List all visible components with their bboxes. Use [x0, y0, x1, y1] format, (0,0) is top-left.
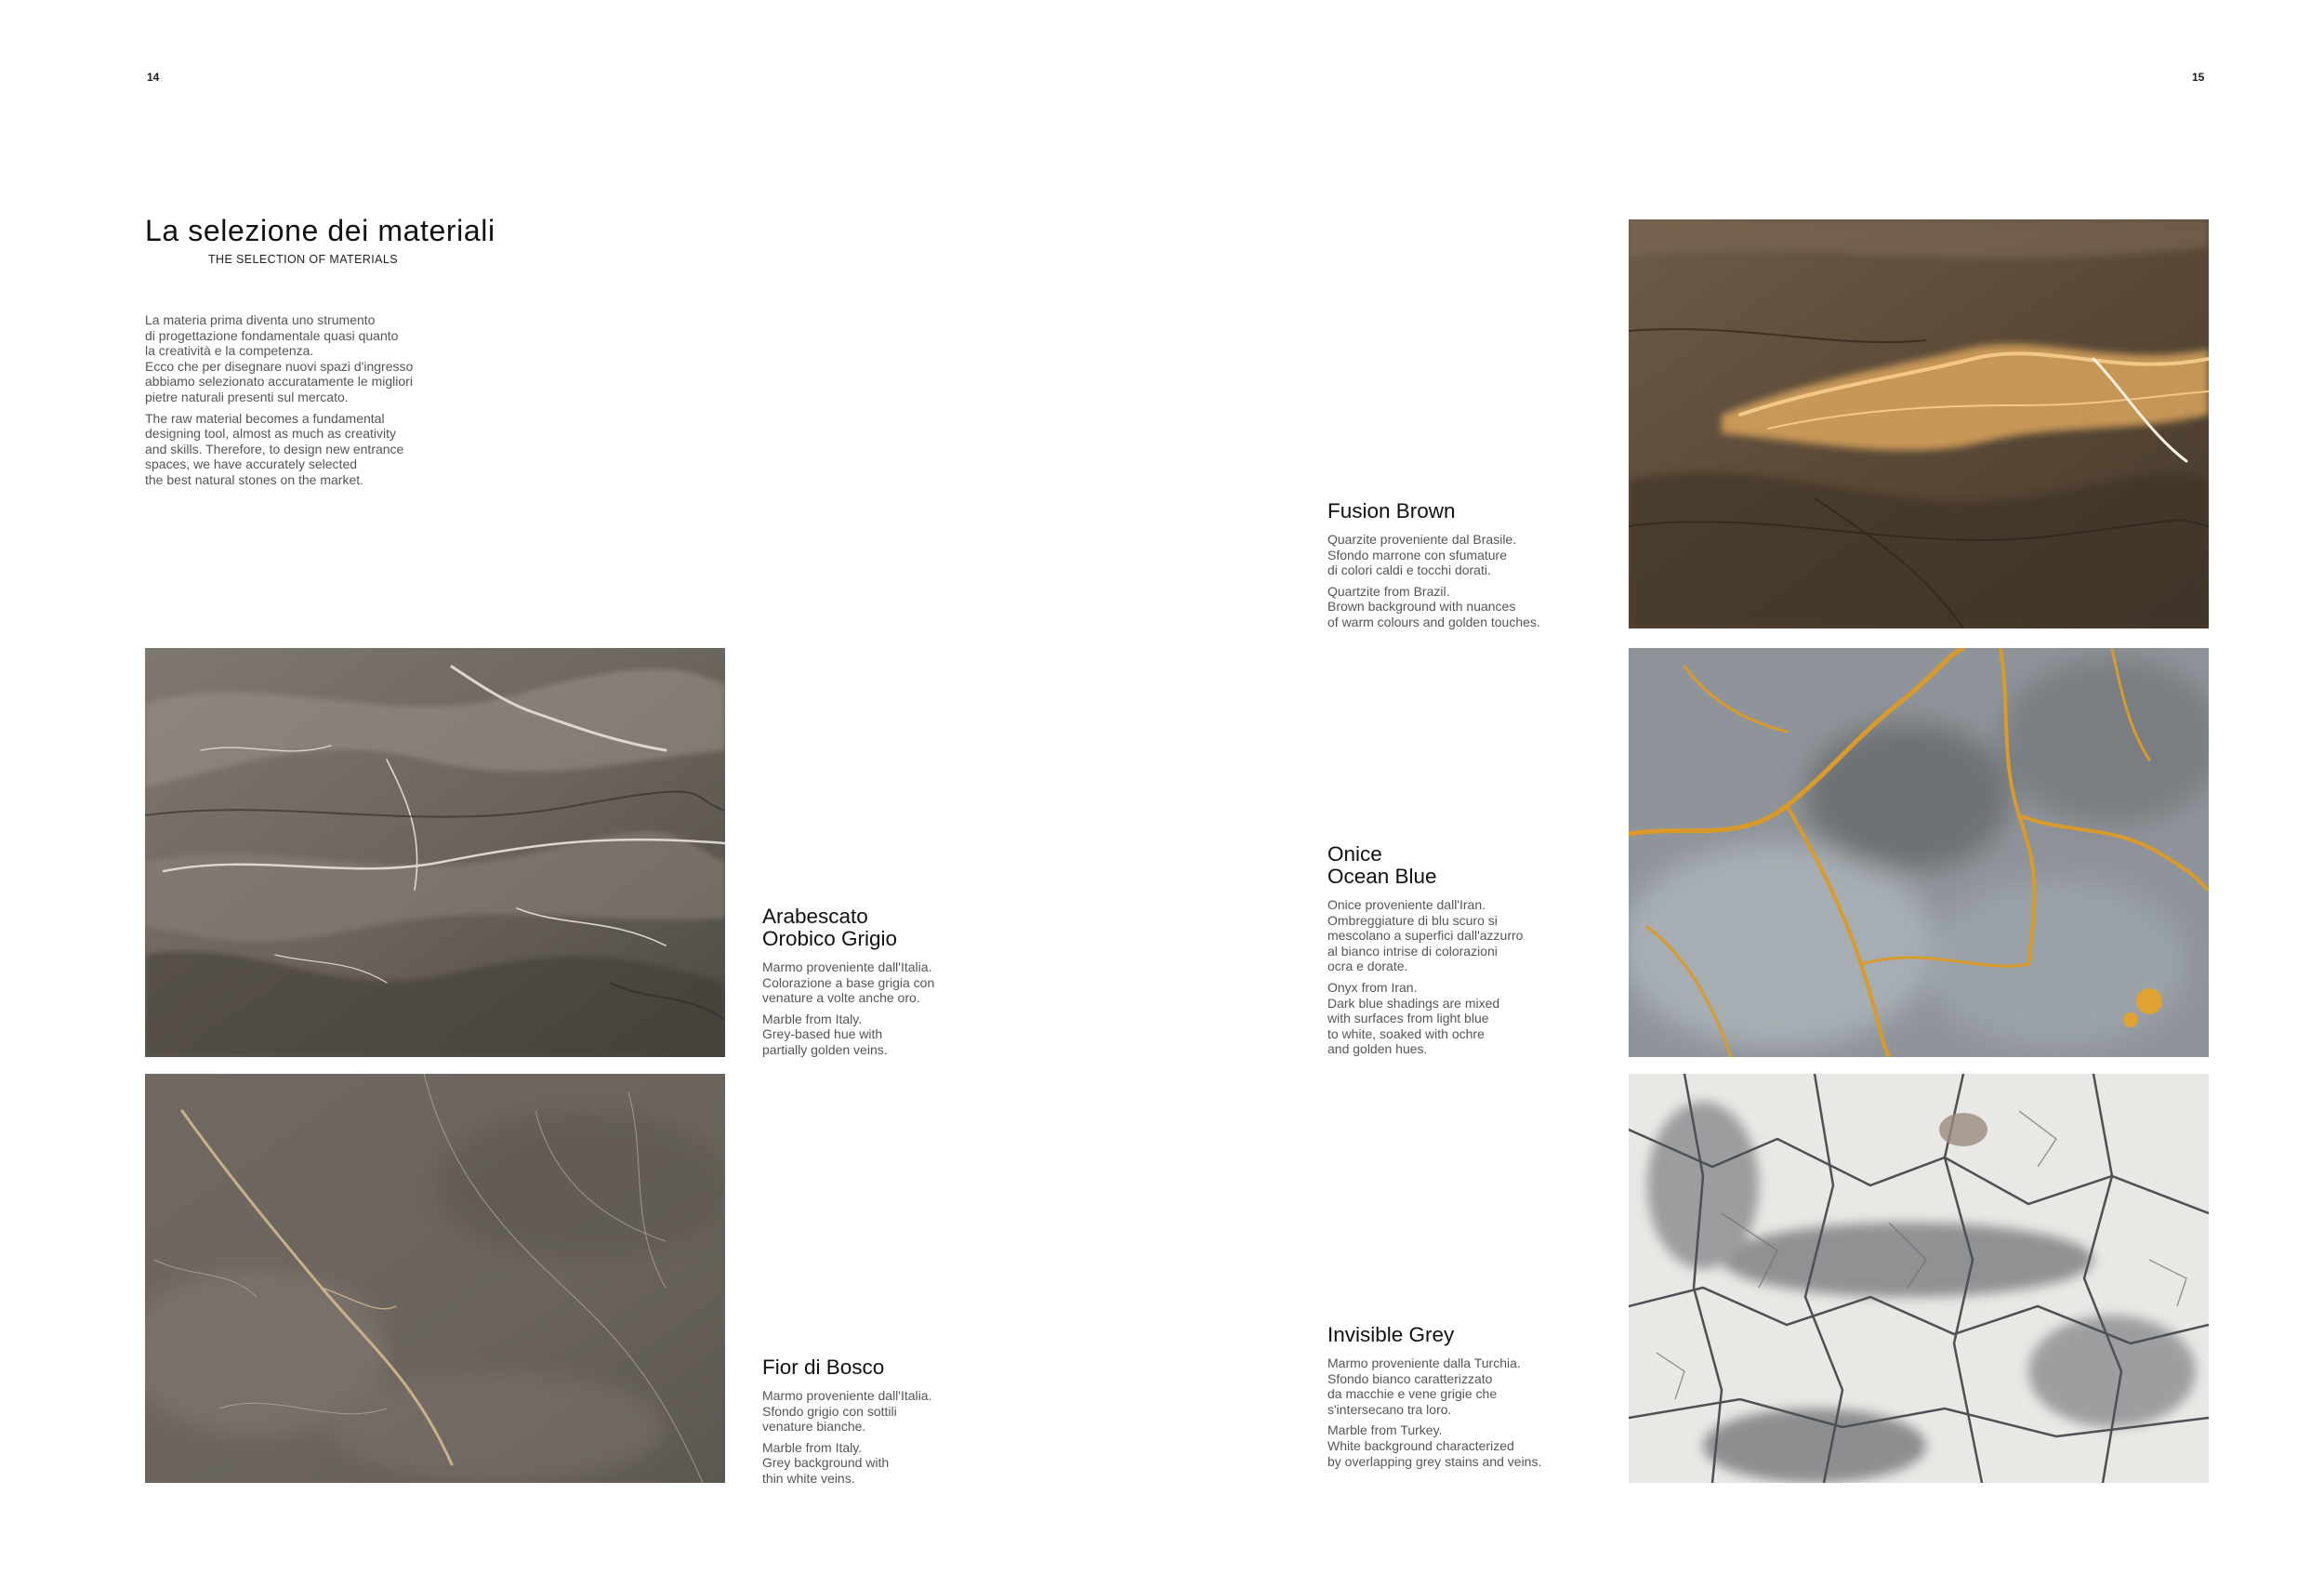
- invisible-grey-desc-en: Marble from Turkey. White background characterized by overlapping grey stains and veins.: [1327, 1422, 1542, 1469]
- page-number-left: 14: [147, 71, 160, 84]
- fior-di-bosco-stone-image: [145, 1074, 725, 1483]
- onice-caption: [1327, 843, 1625, 1063]
- onice-ocean-blue-stone-image: [1629, 648, 2209, 1057]
- intro-text: [145, 312, 535, 494]
- invisible-grey-name: Invisible Grey: [1327, 1323, 1455, 1346]
- fior-di-bosco-caption: [762, 1356, 1060, 1492]
- invisible-grey-desc-it: Marmo proveniente dalla Turchia. Sfondo bianco caratterizzato da macchie e vene grigie che s'intersecano tra loro.: [1327, 1356, 1521, 1417]
- fusion-brown-name: Fusion Brown: [1327, 499, 1456, 522]
- arabescato-desc-it: Marmo proveniente dall'Italia. Colorazione a base grigia con venature a volte anche oro.: [762, 959, 935, 1006]
- invisible-grey-stone-image: [1629, 1074, 2209, 1483]
- onice-desc-it: Onice proveniente dall'Iran. Ombreggiature di blu scuro si mescolano a superfici dall'azzurro al bianco intrise di colorazioni ocra e dorate.: [1327, 897, 1524, 974]
- onice-desc-en: Onyx from Iran. Dark blue shadings are mixed with surfaces from light blue to white, soaked with ochre and golden hues.: [1327, 979, 1500, 1057]
- invisible-grey-caption: [1327, 1324, 1625, 1475]
- fior-di-bosco-desc-en: Marble from Italy. Grey background with thin white veins.: [762, 1439, 890, 1486]
- fusion-brown-caption: [1327, 500, 1625, 636]
- fior-di-bosco-name: Fior di Bosco: [762, 1356, 885, 1379]
- arabescato-caption: [762, 906, 1060, 1064]
- arabescato-name: Arabescato Orobico Grigio: [762, 905, 898, 950]
- page-number-right: 15: [2192, 71, 2205, 84]
- page-title: La selezione dei materiali: [145, 214, 495, 247]
- page-subtitle: THE SELECTION OF MATERIALS: [208, 253, 398, 266]
- intro-italian: La materia prima diventa uno strumento di progettazione fondamentale quasi quanto la creatività e la competenza. Ecco che per disegnare nuovi spazi d'ingresso abbiamo selezionato accuratamente le migliori pietre naturali presenti sul mercato.: [145, 312, 414, 404]
- intro-english: The raw material becomes a fundamental designing tool, almost as much as creativity and skills. Therefore, to design new entrance spaces, we have accurately selected the best natural stones on the market.: [145, 410, 404, 487]
- arabescato-desc-en: Marble from Italy. Grey-based hue with partially golden veins.: [762, 1011, 888, 1057]
- fior-di-bosco-desc-it: Marmo proveniente dall'Italia. Sfondo grigio con sottili venature bianche.: [762, 1388, 932, 1435]
- fusion-brown-desc-it: Quarzite proveniente dal Brasile. Sfondo marrone con sfumature di colori caldi e tocchi dorati.: [1327, 532, 1517, 578]
- fusion-brown-stone-image: [1629, 219, 2209, 628]
- onice-name: Onice Ocean Blue: [1327, 842, 1437, 888]
- fusion-brown-desc-en: Quartzite from Brazil. Brown background with nuances of warm colours and golden touches.: [1327, 583, 1540, 629]
- arabescato-stone-image: [145, 648, 725, 1057]
